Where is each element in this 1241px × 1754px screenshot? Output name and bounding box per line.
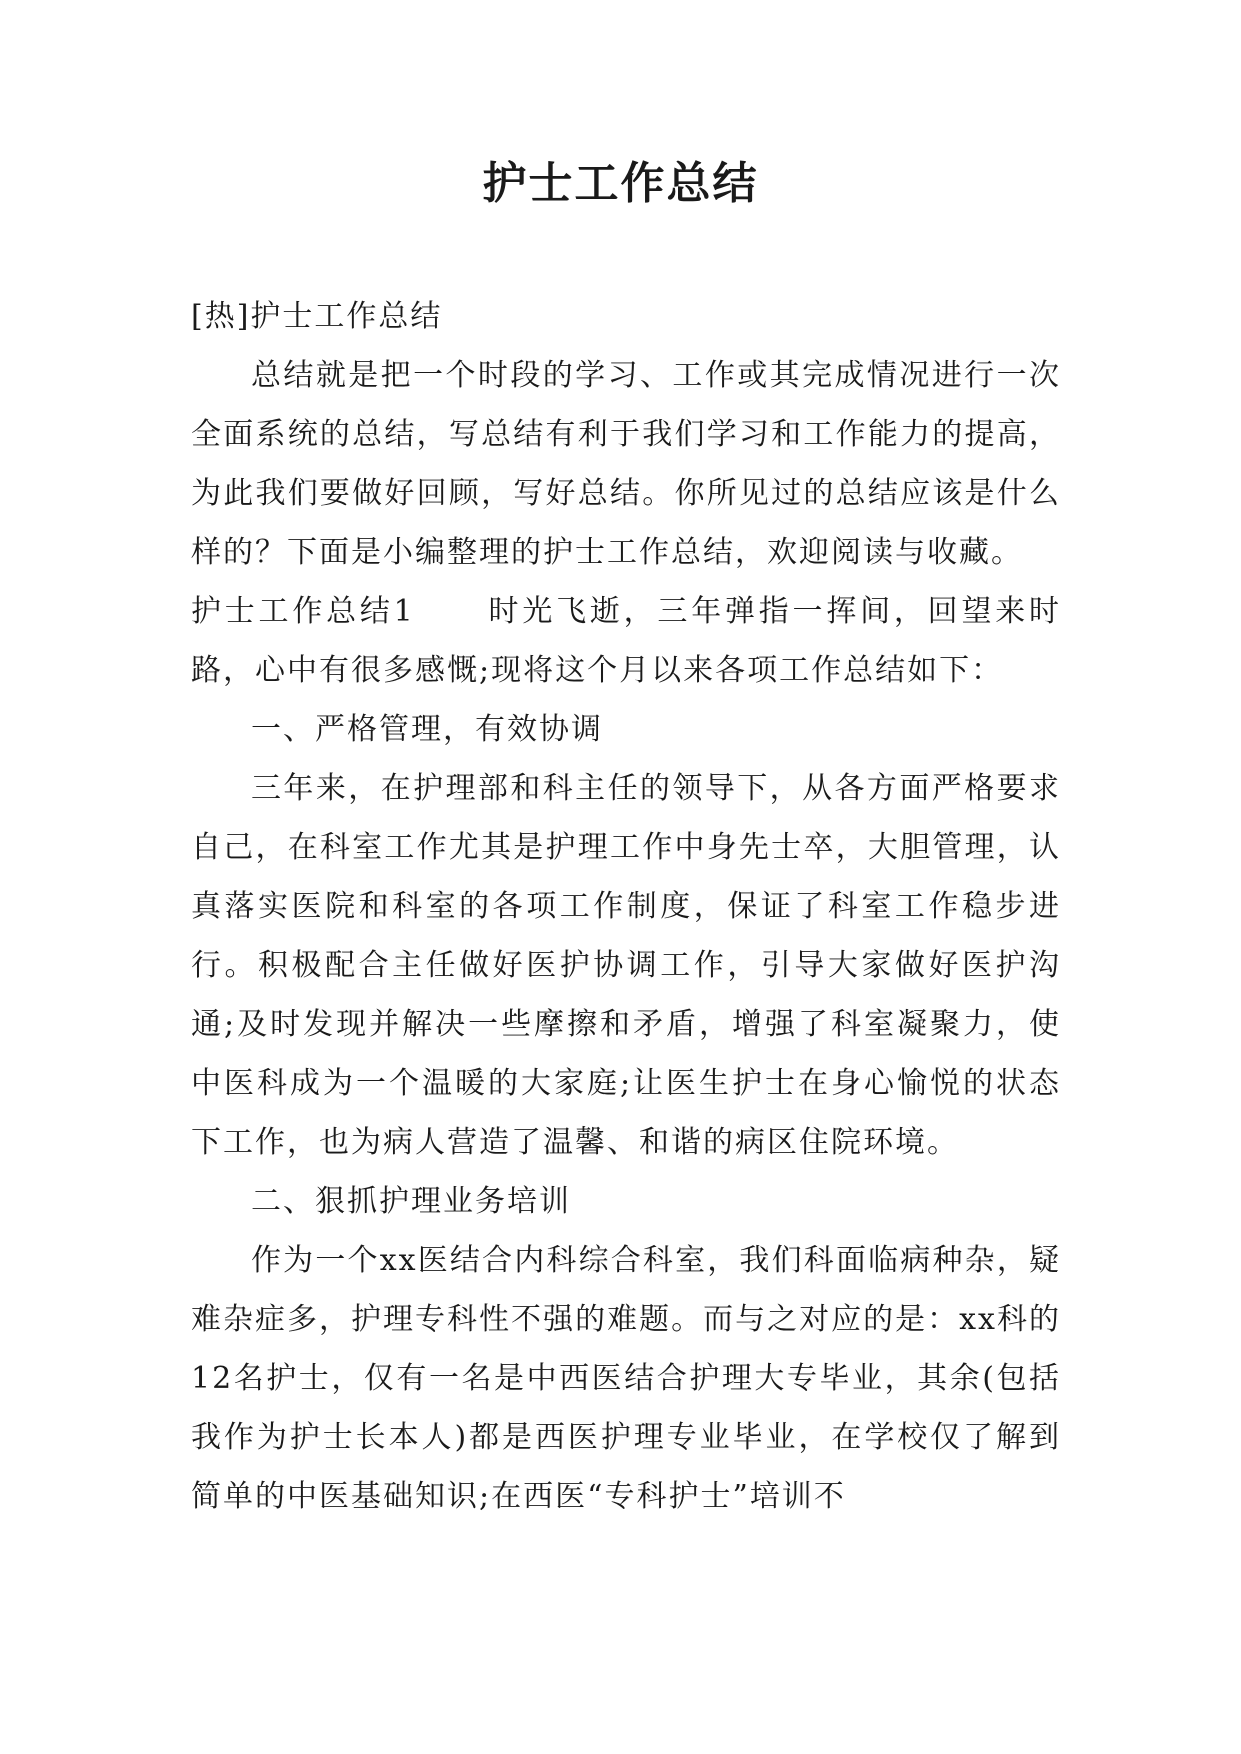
paragraph-1: 三年来，在护理部和科主任的领导下，从各方面严格要求自己，在科室工作尤其是护理工作中身先士卒，大胆管理，认真落实医院和科室的各项工作制度，保证了科室工作稳步进行。积极配合主任做好医护协调工作，引导大家做好医护沟通;及时发现并解决一些摩擦和矛盾，增强了科室凝聚力，使中医科成为一个温暖的大家庭;让医生护士在身心愉悦的状态下工作，也为病人营造了温馨、和谐的病区住院环境。 [191, 771, 1061, 1160]
section1-label: 护士工作总结1 [191, 594, 415, 629]
section1-paragraph [191, 582, 1061, 700]
document-title: 护士工作总结 [482, 158, 759, 209]
paragraph-2: 作为一个xx医结合内科综合科室，我们科面临病种杂，疑难杂症多，护理专科性不强的难题。而与之对应的是：xx科的12名护士，仅有一名是中西医结合护理大专毕业，其余(包括我作为护士长本人)都是西医护理专业毕业，在学校仅了解到简单的中医基础知识;在西医“专科护士”培训不 [191, 1243, 1061, 1514]
heading-1: 一、严格管理，有效协调 [251, 712, 603, 747]
heading-2: 二、狠抓护理业务培训 [251, 1184, 571, 1219]
document-subtitle: [热]护士工作总结 [191, 299, 443, 334]
document-body [191, 287, 1061, 1526]
intro-paragraph: 总结就是把一个时段的学习、工作或其完成情况进行一次全面系统的总结，写总结有利于我们学习和工作能力的提高，为此我们要做好回顾，写好总结。你所见过的总结应该是什么样的？下面是小编整理的护士工作总结，欢迎阅读与收藏。 [191, 358, 1061, 570]
section1-text: 时光飞逝，三年弹指一挥间，回望来时路，心中有很多感慨;现将这个月以来各项工作总结如下： [191, 594, 1062, 688]
